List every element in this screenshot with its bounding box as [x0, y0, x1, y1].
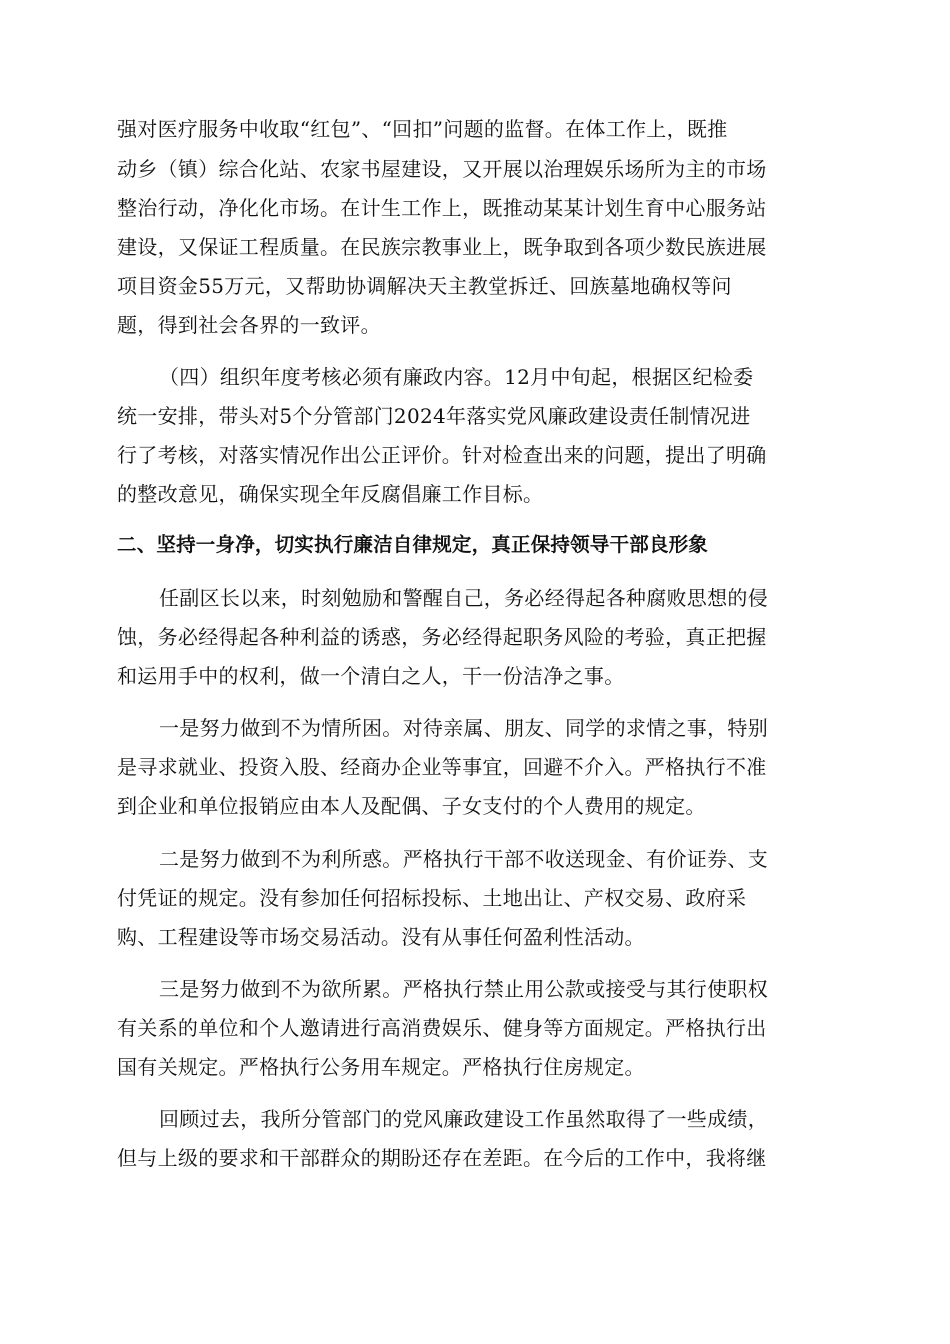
paragraph-line: 是寻求就业、投资入股、经商办企业等事宜，回避不介入。严格执行不准 — [117, 755, 767, 779]
paragraph-line: 回顾过去，我所分管部门的党风廉政建设工作虽然取得了一些成绩， — [159, 1107, 768, 1131]
paragraph-line: 购、工程建设等市场交易活动。没有从事任何盈利性活动。 — [117, 925, 645, 949]
paragraph-line: 和运用手中的权利，做一个清白之人，干一份洁净之事。 — [117, 664, 625, 688]
paragraph-line: 题，得到社会各界的一致评。 — [117, 313, 381, 337]
section-heading: 二、坚持一身净，切实执行廉洁自律规定，真正保持领导干部良形象 — [117, 533, 709, 556]
paragraph-line: （四）组织年度考核必须有廉政内容。12月中旬起，根据区纪检委 — [159, 365, 754, 389]
paragraph-line: 整治行动，净化化市场。在计生工作上，既推动某某计划生育中心服务站 — [117, 196, 767, 220]
paragraph-line: 统一安排，带头对5个分管部门2024年落实党风廉政建设责任制情况进 — [117, 404, 751, 428]
paragraph-line: 有关系的单位和个人邀请进行高消费娱乐、健身等方面规定。严格执行出 — [117, 1016, 767, 1040]
paragraph-line: 强对医疗服务中收取“红包”、“回扣”问题的监督。在体工作上，既推 — [117, 117, 728, 141]
paragraph-line: 蚀，务必经得起各种利益的诱惑，务必经得起职务风险的考验，真正把握 — [117, 625, 767, 649]
paragraph-line: 但与上级的要求和干部群众的期盼还存在差距。在今后的工作中，我将继 — [117, 1146, 767, 1170]
paragraph-line: 国有关规定。严格执行公务用车规定。严格执行住房规定。 — [117, 1055, 645, 1079]
paragraph-line: 的整改意见，确保实现全年反腐倡廉工作目标。 — [117, 482, 544, 506]
paragraph-line: 任副区长以来，时刻勉励和警醒自己，务必经得起各种腐败思想的侵 — [159, 586, 768, 610]
paragraph-line: 一是努力做到不为情所困。对待亲属、朋友、同学的求情之事，特别 — [159, 716, 768, 740]
paragraph-line: 二是努力做到不为利所惑。严格执行干部不收送现金、有价证券、支 — [159, 847, 768, 871]
paragraph-line: 项目资金55万元，又帮助协调解决天主教堂拆迁、回族墓地确权等问 — [117, 274, 732, 298]
paragraph-line: 到企业和单位报销应由本人及配偶、子女支付的个人费用的规定。 — [117, 794, 706, 818]
paragraph-line: 三是努力做到不为欲所累。严格执行禁止用公款或接受与其行使职权 — [159, 977, 768, 1001]
paragraph-line: 付凭证的规定。没有参加任何招标投标、土地出让、产权交易、政府采 — [117, 886, 747, 910]
paragraph-line: 动乡（镇）综合化站、农家书屋建设，又开展以治理娱乐场所为主的市场 — [117, 157, 767, 181]
paragraph-line: 建设，又保证工程质量。在民族宗教事业上，既争取到各项少数民族进展 — [117, 235, 767, 259]
paragraph-line: 行了考核，对落实情况作出公正评价。针对检查出来的问题，提出了明确 — [117, 443, 767, 467]
